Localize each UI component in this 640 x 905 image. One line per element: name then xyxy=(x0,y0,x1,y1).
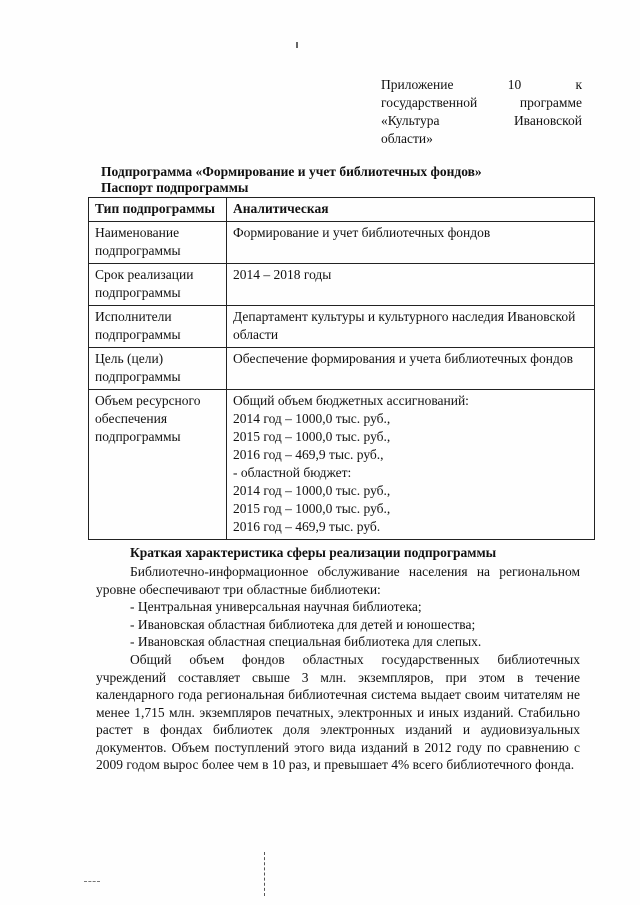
table-cell-label: Тип подпрограммы xyxy=(89,198,227,222)
table-cell-value: Аналитическая xyxy=(227,198,595,222)
appendix-word: 10 xyxy=(507,77,522,92)
resource-line: - областной бюджет: xyxy=(233,465,352,480)
appendix-word: Ивановской xyxy=(513,113,582,128)
resource-line: 2014 год – 1000,0 тыс. руб., xyxy=(233,483,391,498)
resource-line: 2016 год – 469,9 тыс. руб., xyxy=(233,447,384,462)
passport-table xyxy=(88,197,595,540)
paragraph-funds: Общий объем фондов областных государственных библиотечных учреждений составляет свыше 3 млн. экземпляров, при этом в течение календарного года региональная библиотечная система выдает своим читателям не менее 1,715 млн. экземпляров печатных, электронных и иных изданий. Стабильно растет в фондах библиотек доля электронных изданий и аудиовизуальных документов. Объем поступлений этого вида изданий в 2012 году по сравнению с 2009 годом вырос более чем в 10 раз, и превышает 4% всего библиотечного фонда. xyxy=(96,652,580,772)
resource-line: Общий объем бюджетных ассигнований: xyxy=(233,393,469,408)
list-item: - Центральная универсальная научная библиотека; xyxy=(130,599,422,614)
scan-mark xyxy=(84,881,100,885)
scan-mark xyxy=(296,42,298,48)
table-cell-value: Департамент культуры и культурного наследия Ивановской области xyxy=(227,306,595,348)
appendix-word: «Культура xyxy=(381,113,440,128)
table-cell-value: 2014 – 2018 годы xyxy=(227,264,595,306)
appendix-line-2 xyxy=(381,94,582,112)
table-row xyxy=(89,222,595,264)
appendix-word: области» xyxy=(381,131,433,146)
appendix-word: Приложение xyxy=(381,77,454,92)
table-row xyxy=(89,198,595,222)
table-cell-value: Обеспечение формирования и учета библиотечных фондов xyxy=(227,348,595,390)
appendix-line-1 xyxy=(381,76,582,94)
appendix-word: государственной xyxy=(381,95,478,110)
passport-title: Паспорт подпрограммы xyxy=(101,180,249,195)
list-item: - Ивановская областная специальная библиотека для слепых. xyxy=(130,634,482,649)
section-title: Краткая характеристика сферы реализации подпрограммы xyxy=(130,545,497,560)
table-row xyxy=(89,264,595,306)
resource-line: 2016 год – 469,9 тыс. руб. xyxy=(233,519,381,534)
table-cell-label: Цель (цели) подпрограммы xyxy=(89,348,227,390)
table-cell-label: Исполнители подпрограммы xyxy=(89,306,227,348)
table-row xyxy=(89,306,595,348)
resource-line: 2015 год – 1000,0 тыс. руб., xyxy=(233,501,391,516)
resource-line: 2015 год – 1000,0 тыс. руб., xyxy=(233,429,391,444)
appendix-word: программе xyxy=(519,95,582,110)
resource-line: 2014 год – 1000,0 тыс. руб., xyxy=(233,411,391,426)
table-cell-label: Срок реализации подпрограммы xyxy=(89,264,227,306)
appendix-word: к xyxy=(575,77,582,92)
table-row xyxy=(89,390,595,540)
appendix-header xyxy=(381,76,582,148)
table-cell-label: Наименование подпрограммы xyxy=(89,222,227,264)
paragraph-intro: Библиотечно-информационное обслуживание населения на региональном уровне обеспечивают три областные библиотеки: xyxy=(96,564,580,597)
scan-mark xyxy=(264,852,266,896)
appendix-line-4 xyxy=(381,130,582,148)
table-cell-value: Формирование и учет библиотечных фондов xyxy=(227,222,595,264)
table-row xyxy=(89,348,595,390)
list-item: - Ивановская областная библиотека для детей и юношества; xyxy=(130,616,476,632)
library-list xyxy=(130,598,481,651)
table-cell-value xyxy=(227,390,595,540)
table-cell-label: Объем ресурсного обеспечения подпрограммы xyxy=(89,390,227,540)
appendix-line-3 xyxy=(381,112,582,130)
subprogram-title: Подпрограмма «Формирование и учет библиотечных фондов» xyxy=(101,164,482,179)
